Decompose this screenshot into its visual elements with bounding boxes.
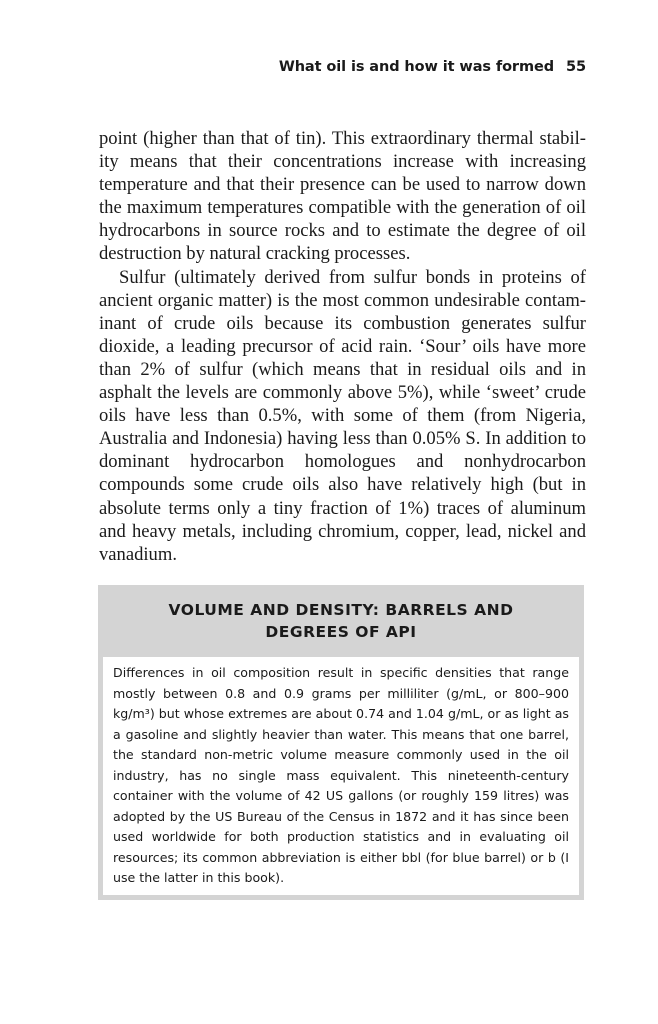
box-title-line-1: VOLUME AND DENSITY: BARRELS AND [168,601,514,619]
page-number: 55 [566,59,586,75]
body-text [99,127,586,566]
running-head-title: What oil is and how it was formed [278,59,555,75]
box-title [98,599,584,643]
running-head [279,59,586,75]
box-text: Differences in oil composition result in specific densities that range mostly between 0.8 and 0.9 grams per milliliter (g/mL, or 800–900 kg/m³) but whose extremes are about 0.74 and 1.04 g/mL, or as light as a gasoline and slightly heavier than water. This means that one barrel, the standard non-metric volume measure commonly used in the oil industry, has no single mass equivalent. This nineteenth-century container with the volume of 42 US gallons (or roughly 159 litres) was adopted by the US Bureau of the Census in 1872 and it has since been used worldwide for both production statistics and in evaluating oil resources; its common abbreviation is either bbl (for blue barrel) or b (I use the latter in this book). [113,665,569,885]
box-title-line-2: DEGREES OF API [265,623,417,641]
paragraph-sulfur: Sulfur (ultimately derived from sulfur bonds in proteins of ancient organic matter) is the most common undesirable contaminant of crude oils because its combustion generates sulfur dioxide, a leading precursor of acid rain. ‘Sour’ oils have more than 2% of sulfur (which means that in residual oils and in asphalt the levels are commonly above 5%), while ‘sweet’ crude oils have less than 0.5%, with some of them (from Nigeria, Australia and Indonesia) having less than 0.05% S. In addition to dominant hydrocarbon homologues and nonhydrocarbon compounds some crude oils also have relatively high (but in absolute terms only a tiny fraction of 1%) traces of aluminum and heavy metals, including chromium, copper, lead, nickel and vanadium. [99,266,586,565]
sidebar-box [98,585,584,900]
paragraph-thermal-stability: point (higher than that of tin). This extraordinary thermal stability means that their concentrations increase with increasing temperature and that their presence can be used to narrow down the maximum temperatures compatible with the generation of oil hydrocarbons in source rocks and to estimate the degree of oil destruction by natural cracking processes. [99,128,586,265]
box-content [103,657,579,895]
